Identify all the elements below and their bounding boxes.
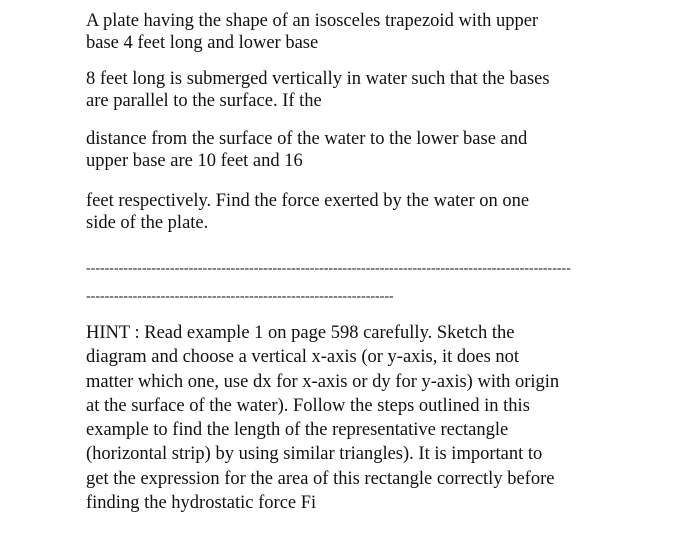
text-line: distance from the surface of the water to the lower base and [86,129,528,149]
hint-line: diagram and choose a vertical x-axis (or y-axis, it does not [86,347,520,368]
hint-line: finding the hydrostatic force Fi [86,493,317,514]
problem-paragraph-1 [86,10,646,54]
hint-line: get the expression for the area of this rectangle correctly before [86,468,555,489]
dashed-separator-long: -------------------------------------------------------------------------------------------------------- [86,261,571,276]
text-line: base 4 feet long and lower base [86,33,319,53]
text-line: are parallel to the surface. If the [86,91,322,111]
hint-paragraph [86,321,646,515]
hint-line: matter which one, use dx for x-axis or dy for y-axis) with origin [86,371,560,392]
text-line: upper base are 10 feet and 16 [86,151,303,171]
hint-line: HINT : Read example 1 on page 598 carefully. Sketch the [86,323,515,343]
problem-document [86,6,646,534]
problem-paragraph-3 [86,128,646,172]
problem-paragraph-2 [86,68,646,112]
text-line: 8 feet long is submerged vertically in water such that the bases [86,69,550,89]
problem-paragraph-4 [86,190,646,234]
hint-line: (horizontal strip) by using similar triangles). It is important to [86,444,543,465]
text-line: feet respectively. Find the force exerted by the water on one [86,191,530,211]
text-line: A plate having the shape of an isosceles trapezoid with upper [86,11,539,31]
text-line: side of the plate. [86,213,209,233]
hint-line: example to find the length of the representative rectangle [86,420,509,441]
dashed-separator-short: ------------------------------------------------------------------ [86,289,394,304]
hint-line: at the surface of the water). Follow the steps outlined in this [86,395,530,416]
